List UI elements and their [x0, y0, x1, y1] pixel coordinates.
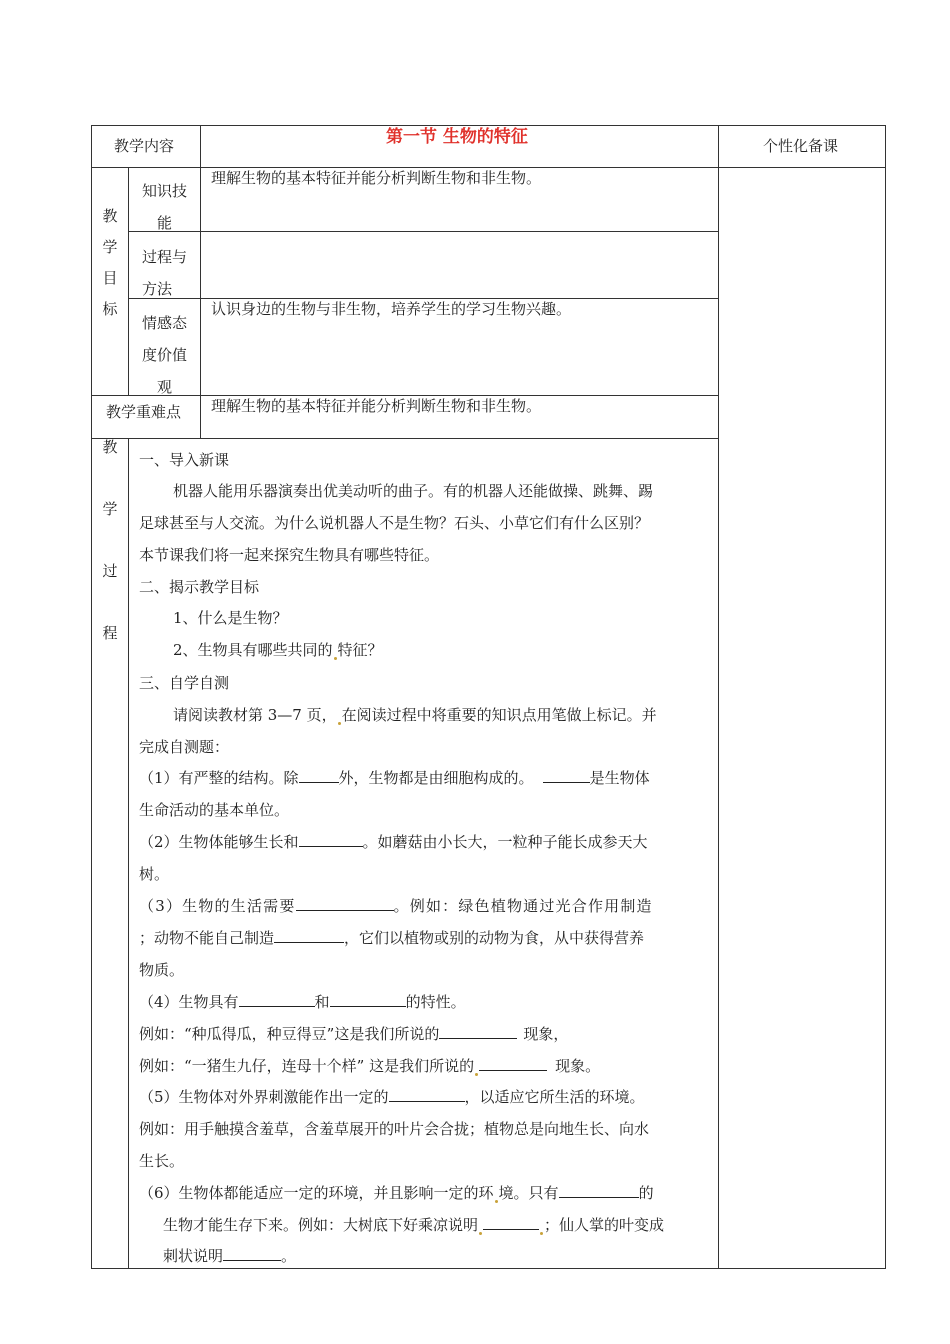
quiz-item-line [139, 832, 648, 852]
text-segment: 和 [314, 993, 330, 1011]
text-segment: 境。只有 [498, 1184, 559, 1202]
process-label-line: 过程与 [142, 248, 188, 266]
knowledge-row-bottom-line [128, 231, 718, 232]
marker-dot [479, 1232, 482, 1235]
text-segment: 例如：“一猪生九仔，连母十个样” 这是我们所说的 [139, 1057, 475, 1075]
paragraph-line [173, 705, 657, 725]
objectives-side-label [98, 206, 122, 330]
text-segment: （3）生物的生活需要 [139, 897, 296, 915]
main-col-right-divider [718, 125, 719, 1269]
quiz-item-line [139, 768, 650, 788]
section-heading: 三、自学自测 [139, 674, 230, 692]
fill-blank[interactable] [559, 1183, 639, 1198]
question-line [173, 640, 383, 660]
process-side-char: 学 [102, 500, 118, 518]
marker-dot [495, 1200, 498, 1203]
emotion-label-line: 观 [157, 378, 173, 396]
keypoints-text: 理解生物的基本特征并能分析判断生物和非生物。 [211, 397, 542, 415]
text-segment: 。如蘑菇由小长大，一粒种子能长成参天大 [362, 833, 648, 851]
header-notes-label: 个性化备课 [763, 137, 839, 155]
fill-blank[interactable] [389, 1087, 465, 1102]
knowledge-label-line: 知识技 [142, 182, 188, 200]
quiz-item-line [139, 1183, 654, 1203]
fill-blank[interactable] [439, 1024, 517, 1039]
objectives-label-divider [200, 167, 201, 395]
table-border-right [885, 125, 886, 1269]
objectives-side-char: 教 [102, 207, 118, 225]
text-segment: （6）生物体都能适应一定的环境，并且影响一定的环 [139, 1184, 494, 1202]
process-side-char: 过 [102, 562, 118, 580]
paragraph-line: 机器人能用乐器演奏出优美动听的曲子。有的机器人还能做操、跳舞、踢 [173, 482, 654, 500]
header-content-label: 教学内容 [114, 137, 175, 155]
text-segment: 现象。 [555, 1057, 601, 1075]
paragraph-line: 本节课我们将一起来探究生物具有哪些特征。 [139, 546, 440, 564]
quiz-item-line [139, 1056, 600, 1076]
text-segment: 生物才能生存下来。例如：大树底下好乘凉说明 [163, 1216, 479, 1234]
marker-dot [334, 657, 337, 660]
marker-dot [475, 1073, 478, 1076]
keypoints-bottom-line [91, 438, 718, 439]
fill-blank[interactable] [274, 928, 344, 943]
section-heading: 二、揭示教学目标 [139, 578, 260, 596]
marker-dot [540, 1232, 543, 1235]
text-segment: 现象， [523, 1025, 569, 1043]
quiz-item-line [139, 1087, 645, 1107]
side-label-divider [128, 167, 129, 395]
fill-blank[interactable] [330, 992, 406, 1007]
emotion-text: 认识身边的生物与非生物，培养学生的学习生物兴趣。 [211, 300, 572, 318]
knowledge-text: 理解生物的基本特征并能分析判断生物和非生物。 [211, 169, 542, 187]
process-side-char: 教 [102, 438, 118, 456]
text-segment: 在阅读过程中将重要的知识点用笔做上标记。并 [341, 706, 657, 724]
text-segment: 外，生物都是由细胞构成的。 [338, 769, 534, 787]
text-segment: （2）生物体能够生长和 [139, 833, 299, 851]
quiz-item-line: 树。 [139, 865, 170, 883]
section-heading: 一、导入新课 [139, 451, 230, 469]
text-segment: （1）有严整的结构。除 [139, 769, 299, 787]
process-side-divider [128, 438, 129, 1268]
process-side-label [98, 437, 122, 685]
question-text: 特征？ [337, 641, 383, 659]
quiz-item-line [139, 928, 644, 948]
text-segment: 。 [281, 1247, 297, 1265]
text-segment: （4）生物具有 [139, 993, 239, 1011]
table-border-left [91, 125, 92, 1269]
marker-dot [338, 722, 341, 725]
keypoints-label-divider [200, 395, 201, 438]
fill-blank[interactable] [239, 992, 315, 1007]
page-title: 第一节 生物的特征 [386, 127, 528, 147]
objectives-side-char: 标 [102, 300, 118, 318]
question-line: 1、什么是生物？ [173, 609, 288, 627]
text-segment: 例如：“种瓜得瓜，种豆得豆”这是我们所说的 [139, 1025, 440, 1043]
process-label-line: 方法 [142, 280, 173, 298]
fill-blank[interactable] [543, 768, 590, 783]
quiz-item-line [139, 896, 653, 916]
text-segment: 。例如：绿色植物通过光合作用制造 [393, 897, 653, 915]
text-segment: 请阅读教材第 3—7 页， [173, 706, 337, 724]
text-segment: 的特性。 [405, 993, 466, 1011]
fill-blank[interactable] [223, 1246, 281, 1261]
emotion-label-line: 度价值 [142, 346, 188, 364]
table-border-bottom [91, 1268, 886, 1269]
text-segment: 是生物体 [589, 769, 650, 787]
text-segment: ，它们以植物或别的动物为食，从中获得营养 [344, 929, 645, 947]
col1-divider [200, 125, 201, 167]
fill-blank[interactable] [479, 1056, 547, 1071]
quiz-item-line: 生命活动的基本单位。 [139, 801, 290, 819]
text-segment: （5）生物体对外界刺激能作出一定的 [139, 1088, 389, 1106]
text-segment: ；动物不能自己制造 [139, 929, 275, 947]
quiz-item-line [163, 1246, 296, 1266]
quiz-item-line [163, 1215, 664, 1235]
fill-blank[interactable] [483, 1215, 539, 1230]
objectives-side-char: 学 [102, 238, 118, 256]
table-border-top [91, 125, 886, 126]
keypoints-label: 教学重难点 [106, 403, 182, 421]
quiz-item-line: 例如：用手触摸含羞草，含羞草展开的叶片会合拢；植物总是向地生长、向水 [139, 1120, 650, 1138]
paragraph-line: 足球甚至与人交流。为什么说机器人不是生物？石头、小草它们有什么区别？ [139, 514, 650, 532]
text-segment: ，以适应它所生活的环境。 [464, 1088, 645, 1106]
fill-blank[interactable] [296, 896, 394, 911]
text-segment: ；仙人掌的叶变成 [544, 1216, 665, 1234]
quiz-item-line: 物质。 [139, 961, 185, 979]
quiz-item-line: 生长。 [139, 1152, 185, 1170]
text-segment: 刺状说明 [163, 1247, 224, 1265]
fill-blank[interactable] [299, 768, 339, 783]
process-side-char: 程 [102, 624, 118, 642]
knowledge-label-line: 能 [157, 214, 173, 232]
objectives-side-char: 目 [102, 269, 118, 287]
question-text: 2、生物具有哪些共同的 [173, 641, 333, 659]
quiz-item-line [139, 992, 466, 1012]
fill-blank[interactable] [299, 832, 363, 847]
paragraph-line: 完成自测题： [139, 738, 230, 756]
emotion-label-line: 情感态 [142, 314, 188, 332]
quiz-item-line [139, 1024, 568, 1044]
text-segment: 的 [638, 1184, 654, 1202]
